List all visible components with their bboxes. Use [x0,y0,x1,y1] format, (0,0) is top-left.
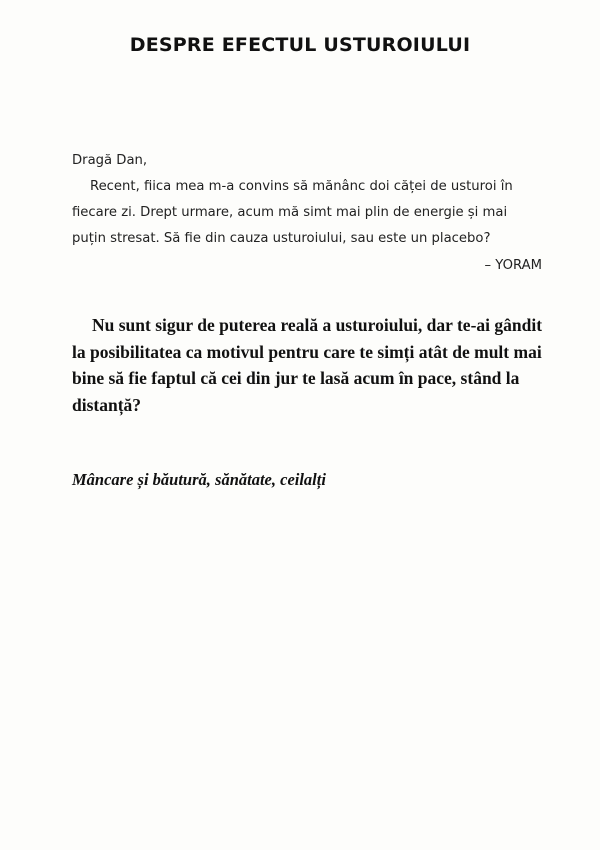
author-answer: Nu sunt sigur de puterea reală a usturoiului, dar te-ai gândit la posibilitatea ca motivul pentru care te simți atât de mult mai bine să fie faptul că cei din jur te lasă acum în pace, stând la distanță? [72,315,543,415]
chapter-title: DESPRE EFECTUL USTUROIULUI [129,34,471,56]
reader-letter [72,148,542,279]
letter-signature: – YORAM [484,258,542,273]
letter-body: Recent, fiica mea m-a convins să mănânc doi căței de usturoi în fiecare zi. Drept urmare, acum mă simt mai plin de energie și mai puțin stresat. Să fie din cauza usturoiului, sau este un placebo? [72,179,513,246]
letter-greeting: Dragă Dan, [72,153,148,168]
topic-tags: Mâncare și băutură, sănătate, ceilalți [72,470,326,489]
